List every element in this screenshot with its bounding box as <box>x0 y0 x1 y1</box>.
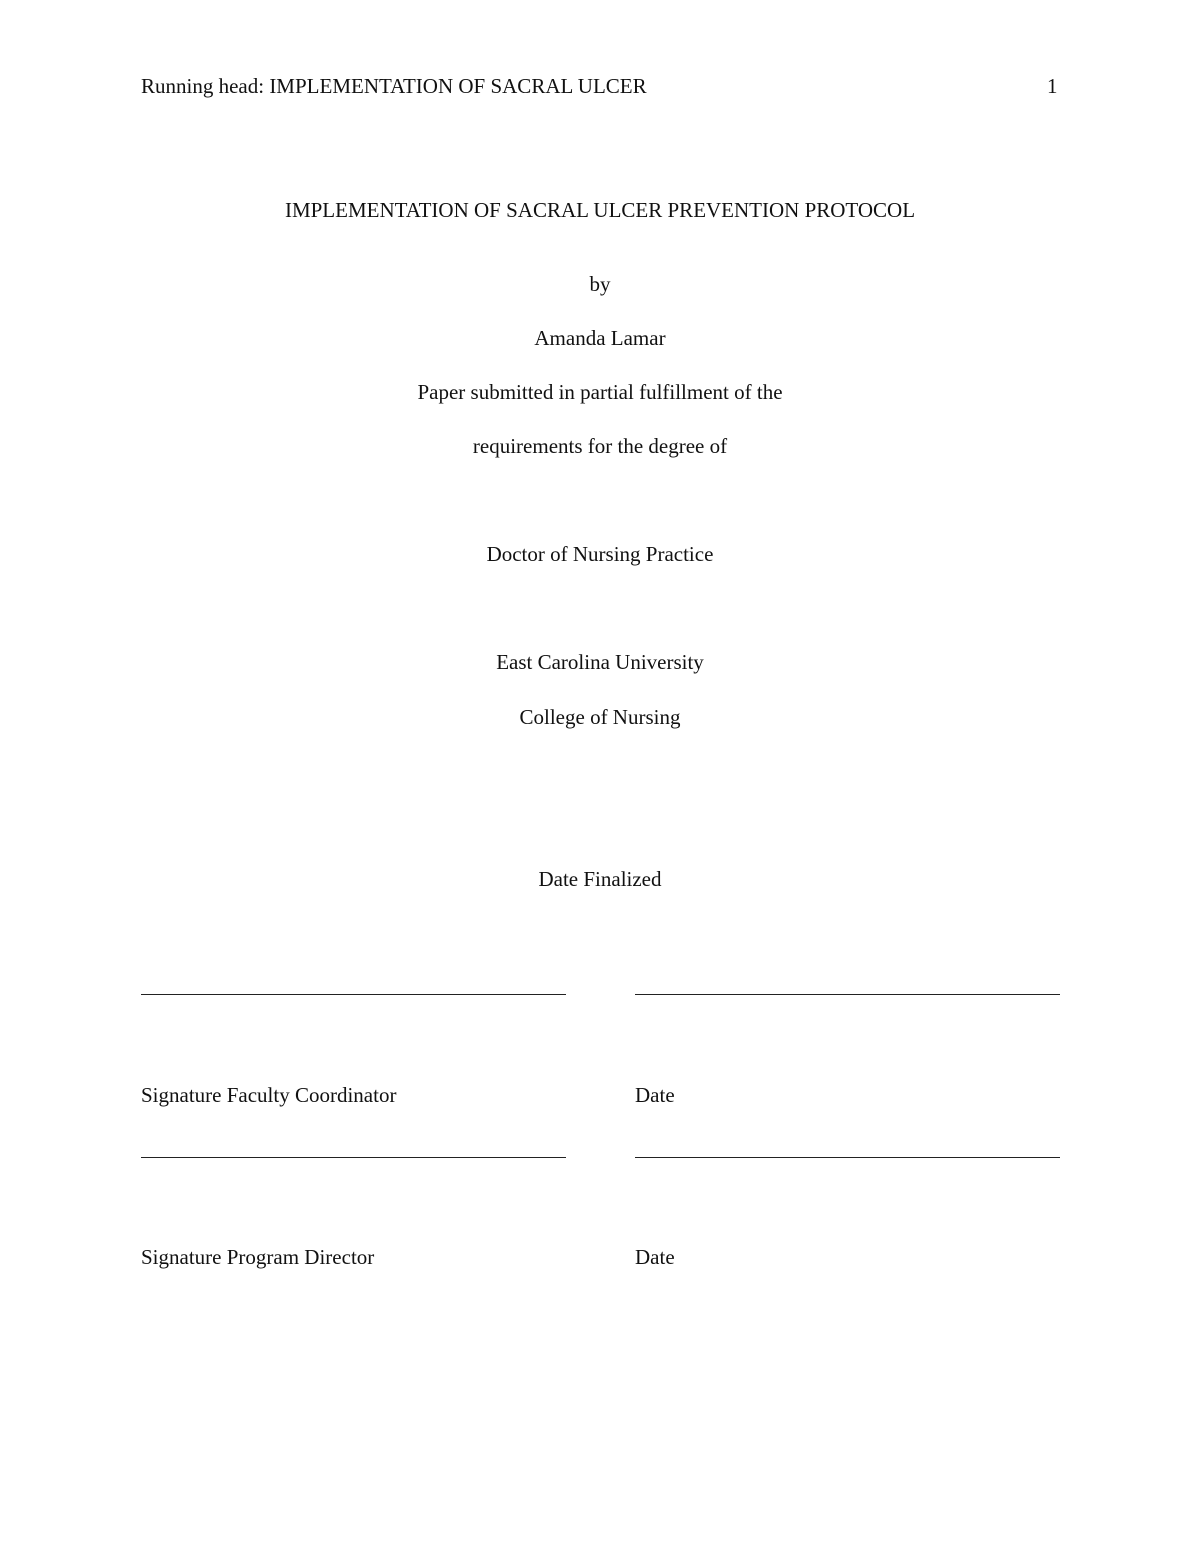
by-line: by <box>589 272 611 296</box>
college-name: College of Nursing <box>519 705 681 729</box>
date-finalized: Date Finalized <box>538 867 662 891</box>
signature-label-faculty-coordinator: Signature Faculty Coordinator <box>141 1083 397 1107</box>
date-line-faculty-coordinator <box>635 994 1060 995</box>
document-title: IMPLEMENTATION OF SACRAL ULCER PREVENTION PROTOCOL <box>284 198 916 222</box>
degree-name: Doctor of Nursing Practice <box>486 542 714 566</box>
signature-line-faculty-coordinator <box>141 994 566 995</box>
signature-label-program-director: Signature Program Director <box>141 1245 375 1269</box>
date-label-program-director: Date <box>635 1245 675 1269</box>
author-name: Amanda Lamar <box>534 326 666 350</box>
university-name: East Carolina University <box>496 650 704 674</box>
date-line-program-director <box>635 1157 1060 1158</box>
date-label-faculty-coordinator: Date <box>635 1083 675 1107</box>
submission-statement-line1: Paper submitted in partial fulfillment of the <box>417 380 783 404</box>
running-head: Running head: IMPLEMENTATION OF SACRAL ULCER <box>141 74 647 98</box>
page-number: 1 <box>1047 74 1058 98</box>
signature-line-program-director <box>141 1157 566 1158</box>
submission-statement-line2: requirements for the degree of <box>472 434 728 458</box>
